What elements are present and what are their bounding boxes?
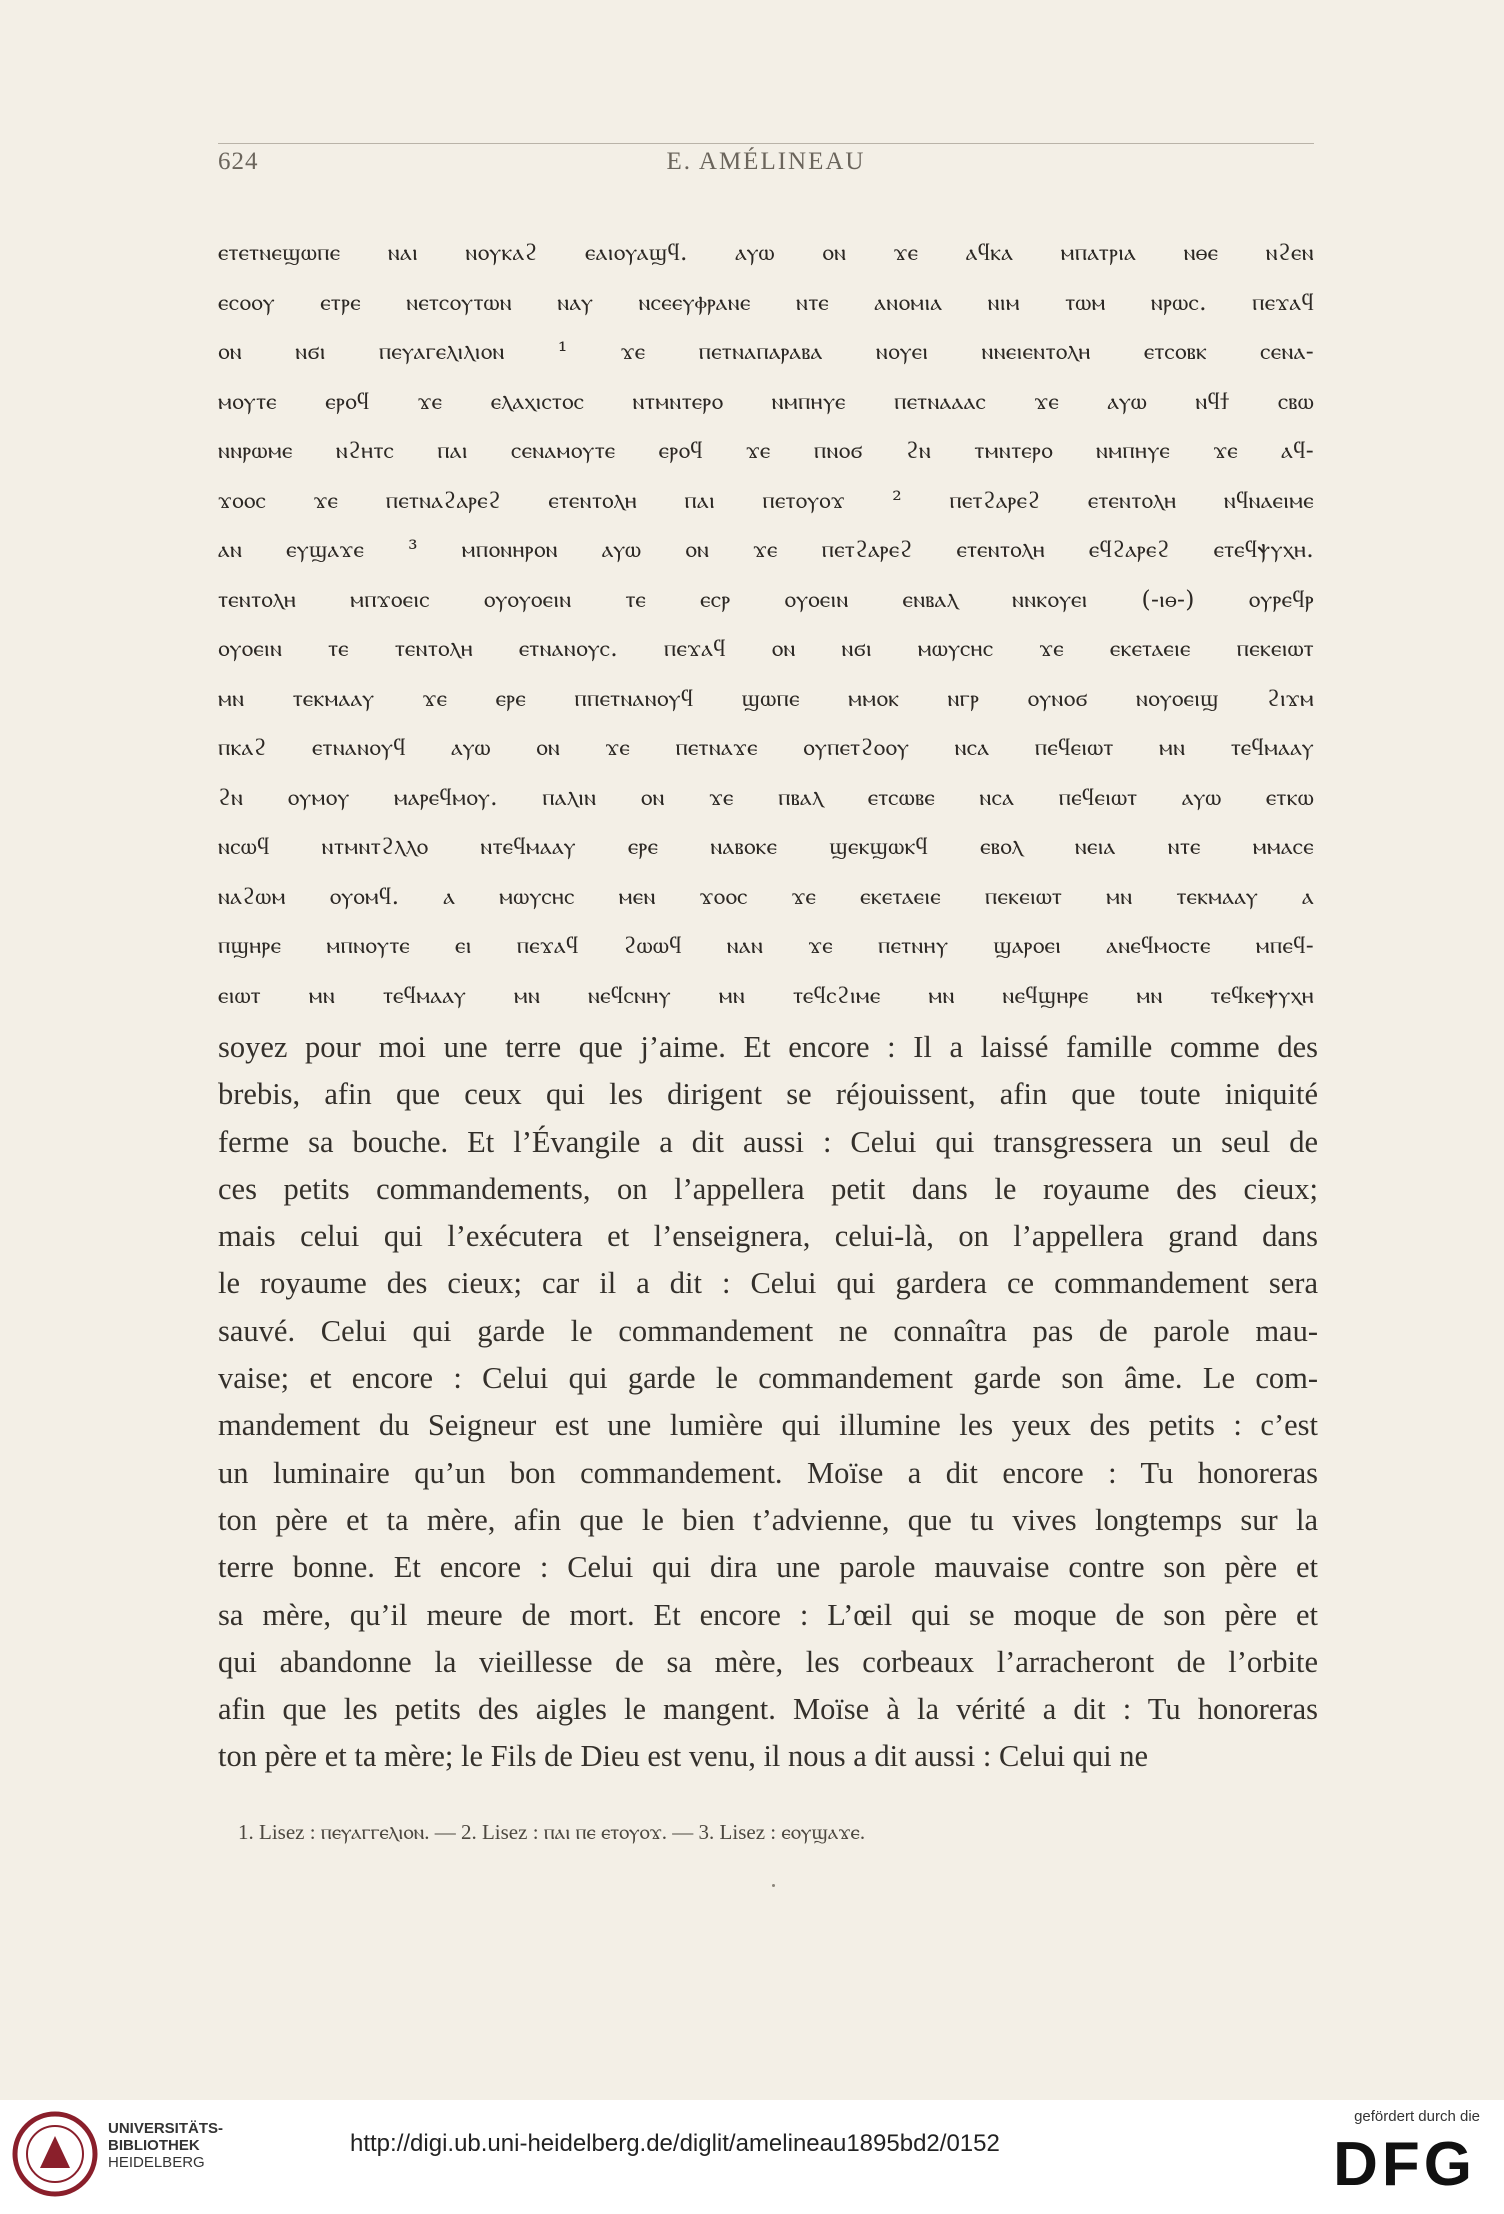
institution-line-3: HEIDELBERG: [108, 2154, 205, 2171]
french-line: vaise; et encore : Celui qui garde le commandement garde son âme. Le com-: [218, 1361, 1318, 1396]
french-line: qui abandonne la vieillesse de sa mère, les corbeaux l’arracheront de l’orbite: [218, 1644, 1318, 1679]
source-url-link[interactable]: http://digi.ub.uni-heidelberg.de/diglit/amelineau1895bd2/0152: [350, 2130, 1000, 2157]
french-line: brebis, afin que ceux qui les dirigent se réjouissent, afin que toute iniquité: [218, 1077, 1318, 1112]
coptic-line: ⲛⲛⲣⲱⲙⲉ ⲛϩⲏⲧⲥ ⲡⲁⲓ ⲥⲉⲛⲁⲙⲟⲩⲧⲉ ⲉⲣⲟϥ ϫⲉ ⲡⲛⲟϭ ϩⲛ ⲧⲙⲛⲧⲉⲣⲟ ⲛⲙⲡⲏⲩⲉ ϫⲉ ⲁϥ-: [218, 436, 1314, 464]
french-line: mais celui qui l’exécutera et l’enseignera, celui-là, on l’appellera grand dans: [218, 1219, 1318, 1254]
coptic-line: ⲛⲥⲱϥ ⲛⲧⲙⲛⲧϩⲗⲗⲟ ⲛⲧⲉϥⲙⲁⲁⲩ ⲉⲣⲉ ⲛⲁⲃⲟⲕⲉ ϣⲉⲕϣⲱⲕϥ ⲉⲃⲟⲗ ⲛⲉⲓⲁ ⲛⲧⲉ ⲙⲙⲁⲥⲉ: [218, 832, 1314, 860]
french-line: soyez pour moi une terre que j’aime. Et encore : Il a laissé famille comme des: [218, 1030, 1318, 1064]
french-line: un luminaire qu’un bon commandement. Moïse a dit encore : Tu honoreras: [218, 1455, 1318, 1490]
page-mark: [772, 1884, 775, 1887]
coptic-line: ⲉⲥⲟⲟⲩ ⲉⲧⲣⲉ ⲛⲉⲧⲥⲟⲩⲧⲱⲛ ⲛⲁⲩ ⲛⲥⲉⲉⲩⲫⲣⲁⲛⲉ ⲛⲧⲉ ⲁⲛⲟⲙⲓⲁ ⲛⲓⲙ ⲧⲱⲙ ⲛⲣⲱⲥ. ⲡⲉϫⲁϥ: [218, 287, 1314, 316]
digitization-footer: [0, 2100, 1504, 2214]
coptic-line: ⲟⲩⲟⲉⲓⲛ ⲧⲉ ⲧⲉⲛⲧⲟⲗⲏ ⲉⲧⲛⲁⲛⲟⲩⲥ. ⲡⲉϫⲁϥ ⲟⲛ ⲛϭⲓ ⲙⲱⲩⲥⲏⲥ ϫⲉ ⲉⲕⲉⲧⲁⲉⲓⲉ ⲡⲉⲕⲉⲓⲱⲧ: [218, 634, 1314, 662]
coptic-line: ⲙⲛ ⲧⲉⲕⲙⲁⲁⲩ ϫⲉ ⲉⲣⲉ ⲡⲡⲉⲧⲛⲁⲛⲟⲩϥ ϣⲱⲡⲉ ⲙⲙⲟⲕ ⲛⲅⲣ ⲟⲩⲛⲟϭ ⲛⲟⲩⲟⲉⲓϣ ϩⲓϫⲙ: [218, 683, 1314, 712]
french-line: ton père et ta mère, afin que le bien t’advienne, que tu vives longtemps sur la: [218, 1502, 1318, 1537]
footnotes: 1. Lisez : ⲡⲉⲩⲁⲅⲅⲉⲗⲓⲟⲛ. — 2. Lisez : ⲡⲁⲓ ⲡⲉ ⲉⲧⲟⲩⲟϫ. — 3. Lisez : ⲉⲟⲩϣⲁϫⲉ.: [238, 1820, 866, 1844]
coptic-line: ⲁⲛ ⲉⲩϣⲁϫⲉ ³ ⲙⲡⲟⲛⲏⲣⲟⲛ ⲁⲩⲱ ⲟⲛ ϫⲉ ⲡⲉⲧϩⲁⲣⲉϩ ⲉⲧⲉⲛⲧⲟⲗⲏ ⲉϥϩⲁⲣⲉϩ ⲉⲧⲉϥⲯⲩⲭⲏ.: [218, 535, 1314, 563]
coptic-line: ⲡⲕⲁϩ ⲉⲧⲛⲁⲛⲟⲩϥ ⲁⲩⲱ ⲟⲛ ϫⲉ ⲡⲉⲧⲛⲁϫⲉ ⲟⲩⲡⲉⲧϩⲟⲟⲩ ⲛⲥⲁ ⲡⲉϥⲉⲓⲱⲧ ⲙⲛ ⲧⲉϥⲙⲁⲁⲩ: [218, 733, 1314, 761]
french-line: sa mère, qu’il meure de mort. Et encore : L’œil qui se moque de son père et: [218, 1597, 1318, 1632]
running-header: [218, 148, 1314, 184]
coptic-line: ⲛⲁϩⲱⲙ ⲟⲩⲟⲙϥ. ⲁ ⲙⲱⲩⲥⲏⲥ ⲙⲉⲛ ϫⲟⲟⲥ ϫⲉ ⲉⲕⲉⲧⲁⲉⲓⲉ ⲡⲉⲕⲉⲓⲱⲧ ⲙⲛ ⲧⲉⲕⲙⲁⲁⲩ ⲁ: [218, 881, 1314, 910]
french-line: sauvé. Celui qui garde le commandement ne connaîtra pas de parole mau-: [218, 1313, 1318, 1348]
coptic-line: ϩⲛ ⲟⲩⲙⲟⲩ ⲙⲁⲣⲉϥⲙⲟⲩ. ⲡⲁⲗⲓⲛ ⲟⲛ ϫⲉ ⲡⲃⲁⲗ ⲉⲧⲥⲱⲃⲉ ⲛⲥⲁ ⲡⲉϥⲉⲓⲱⲧ ⲁⲩⲱ ⲉⲧⲕⲱ: [218, 782, 1314, 811]
coptic-line: ⲉⲓⲱⲧ ⲙⲛ ⲧⲉϥⲙⲁⲁⲩ ⲙⲛ ⲛⲉϥⲥⲛⲏⲩ ⲙⲛ ⲧⲉϥⲥϩⲓⲙⲉ ⲙⲛ ⲛⲉϥϣⲏⲣⲉ ⲙⲛ ⲧⲉϥⲕⲉⲯⲩⲭⲏ: [218, 980, 1314, 1009]
university-seal-icon: [10, 2106, 100, 2202]
coptic-line: ϫⲟⲟⲥ ϫⲉ ⲡⲉⲧⲛⲁϩⲁⲣⲉϩ ⲉⲧⲉⲛⲧⲟⲗⲏ ⲡⲁⲓ ⲡⲉⲧⲟⲩⲟϫ ² ⲡⲉⲧϩⲁⲣⲉϩ ⲉⲧⲉⲛⲧⲟⲗⲏ ⲛϥⲛⲁⲉⲓⲙⲉ: [218, 485, 1314, 514]
running-title: E. AMÉLINEAU: [666, 148, 866, 175]
coptic-line: ⲟⲛ ⲛϭⲓ ⲡⲉⲩⲁⲅⲉⲗⲓⲗⲓⲟⲛ ¹ ϫⲉ ⲡⲉⲧⲛⲁⲡⲁⲣⲁⲃⲁ ⲛⲟⲩⲉⲓ ⲛⲛⲉⲓⲉⲛⲧⲟⲗⲏ ⲉⲧⲥⲟⲃⲕ ⲥⲉⲛⲁ-: [218, 337, 1314, 365]
coptic-text-block: [218, 228, 1314, 1020]
french-line: terre bonne. Et encore : Celui qui dira une parole mauvaise contre son père et: [218, 1550, 1318, 1585]
page-number: 624: [218, 148, 259, 175]
french-translation-block: [218, 1024, 1318, 1781]
coptic-line: ⲧⲉⲛⲧⲟⲗⲏ ⲙⲡϫⲟⲉⲓⲥ ⲟⲩⲟⲩⲟⲉⲓⲛ ⲧⲉ ⲉⲥⲣ ⲟⲩⲟⲉⲓⲛ ⲉⲛⲃⲁⲗ ⲛⲛⲕⲟⲩⲉⲓ (-ⲓⲑ-) ⲟⲩⲣⲉϥⲣ: [218, 584, 1314, 613]
header-rule: [218, 143, 1314, 144]
coptic-line: ⲉⲧⲉⲧⲛⲉϣⲱⲡⲉ ⲛⲁⲓ ⲛⲟⲩⲕⲁϩ ⲉⲁⲓⲟⲩⲁϣϥ. ⲁⲩⲱ ⲟⲛ ϫⲉ ⲁϥⲕⲁ ⲙⲡⲁⲧⲣⲓⲁ ⲛⲑⲉ ⲛϩⲉⲛ: [218, 238, 1314, 266]
institution-line-1: UNIVERSITÄTS-: [108, 2120, 224, 2137]
french-line: afin que les petits des aigles le mangent. Moïse à la vérité a dit : Tu honoreras: [218, 1692, 1318, 1727]
funding-note: gefördert durch die: [1354, 2108, 1480, 2125]
french-line: mandement du Seigneur est une lumière qui illumine les yeux des petits : c’est: [218, 1408, 1318, 1443]
institution-name: [108, 2120, 223, 2171]
french-line: le royaume des cieux; car il a dit : Celui qui gardera ce commandement sera: [218, 1266, 1318, 1301]
institution-line-2: BIBLIOTHEK: [108, 2137, 200, 2154]
coptic-line: ⲙⲟⲩⲧⲉ ⲉⲣⲟϥ ϫⲉ ⲉⲗⲁⲭⲓⲥⲧⲟⲥ ⲛⲧⲙⲛⲧⲉⲣⲟ ⲛⲙⲡⲏⲩⲉ ⲡⲉⲧⲛⲁⲁⲁⲥ ϫⲉ ⲁⲩⲱ ⲛϥϯ ⲥⲃⲱ: [218, 386, 1314, 415]
dfg-logo: DFG: [1333, 2130, 1476, 2199]
french-line: ferme sa bouche. Et l’Évangile a dit aussi : Celui qui transgressera un seul de: [218, 1124, 1318, 1159]
french-line: ces petits commandements, on l’appellera petit dans le royaume des cieux;: [218, 1171, 1318, 1206]
french-line: ton père et ta mère; le Fils de Dieu est venu, il nous a dit aussi : Celui qui ne: [218, 1739, 1149, 1774]
coptic-line: ⲡϣⲏⲣⲉ ⲙⲡⲛⲟⲩⲧⲉ ⲉⲓ ⲡⲉϫⲁϥ ϩⲱⲱϥ ⲛⲁⲛ ϫⲉ ⲡⲉⲧⲛⲏⲩ ϣⲁⲣⲟⲉⲓ ⲁⲛⲉϥⲙⲟⲥⲧⲉ ⲙⲡⲉϥ-: [218, 931, 1314, 959]
